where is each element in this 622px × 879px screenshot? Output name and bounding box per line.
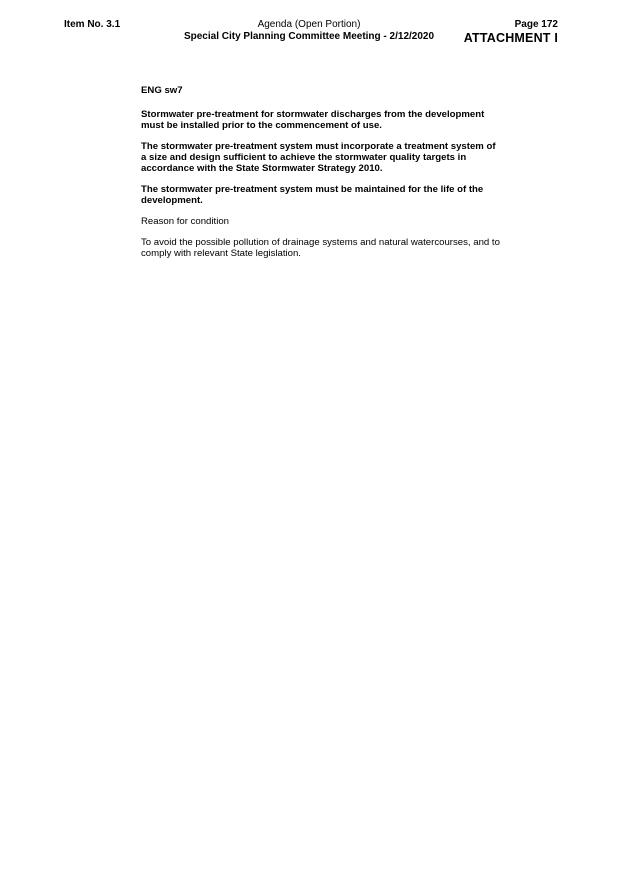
reason-text: To avoid the possible pollution of drainage systems and natural watercourses, and to comply with relevant State legislation. [141, 237, 500, 259]
agenda-title: Agenda (Open Portion) [257, 19, 361, 30]
condition-paragraph-2: The stormwater pre-treatment system must incorporate a treatment system of a size and design sufficient to achieve the stormwater quality targets in accordance with the State Stormwater Strategy 2010. [141, 141, 496, 174]
meeting-title: Special City Planning Committee Meeting - 2/12/2020 [183, 31, 435, 42]
attachment-label: ATTACHMENT I [463, 31, 558, 45]
item-number: Item No. 3.1 [64, 19, 121, 30]
condition-heading: ENG sw7 [141, 85, 183, 96]
page-number: Page 172 [514, 19, 558, 30]
condition-body [141, 85, 501, 269]
reason-label: Reason for condition [141, 216, 229, 227]
header-center [160, 19, 458, 43]
condition-paragraph-3: The stormwater pre-treatment system must be maintained for the life of the development. [141, 184, 484, 206]
condition-paragraph-1: Stormwater pre-treatment for stormwater discharges from the development must be installed prior to the commencement of use. [141, 109, 485, 131]
header-right [464, 19, 558, 46]
